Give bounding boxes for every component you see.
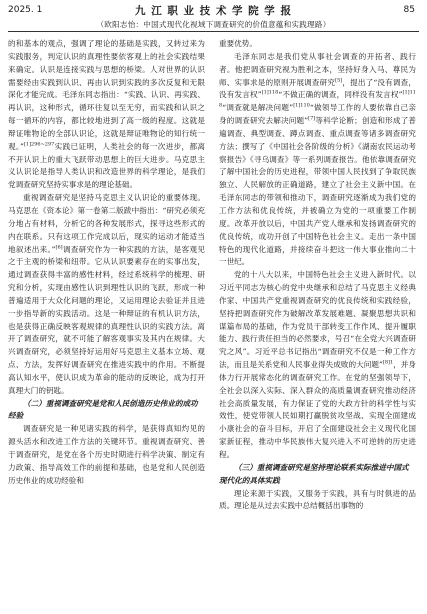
- journal-title: 九 江 职 业 技 术 学 院 学 报: [135, 5, 292, 17]
- body-paragraph: 重视调查研究是坚持马克思主义认识论的重要体现。马克思在《资本论》第一卷第二版跋中指出：“研究必须充分地占有材料，分析它的各种发展形式，探寻这些形式的内在联系。只有这项工作完成以后，现实的运动才能适当地叙述出来。”[6]调查研究作为一种实践的方法，是客观见之于主观的桥梁和纽带。它从认识要素存在的实事出发，通过调查获得丰富的感性材料，经过系统科学的梳理、研究和分析，实现由感性认识到理性认识的飞跃，形成一种普遍适用于大众化问题的理论，又运用理论去验证并且进一步指导新的实践活动。这是一种辩证的有机认识方法，也是获得正确反映客观规律的真理性认识的实践方法。离开了调查研究，就不可能了解客观事实及其内在规律。大兴调查研究，必须坚持好运用好马克思主义基本立场、观点、方法，发挥好调查研究在推进实践中的作用。不断提高认知水平，使认识成为革命的能动的反映论，成为打开真理大门的钥匙。: [8, 193, 205, 395]
- right-column: [219, 38, 416, 608]
- issue-year: 2025. 1: [8, 5, 43, 15]
- section-heading: （三）重视调查研究是坚持理论联系实际推进中国式现代化的具体实践: [219, 462, 409, 485]
- citation: [5]: [335, 77, 343, 83]
- page-header: [0, 0, 427, 34]
- header-rule: [8, 31, 419, 32]
- citation: [6]: [55, 243, 63, 250]
- body-paragraph: 调查研究是一种见诸实践的科学，是获得真知灼见的源头活水和改进工作方法的关键环节。重视调查研究、善于调查研究，是党在各个历史时期进行科学决策、制定有力政策、指导高效工作的前提和基础，也是党和人民创造历史伟业的成功经验和: [8, 424, 205, 485]
- citation: [1]118: [219, 89, 416, 109]
- left-column: [8, 38, 205, 608]
- body-paragraph: 党的十八大以来，中国特色社会主义进入新时代。以习近平同志为核心的党中央继承和总结了马克思主义经典作家、中国共产党重视调查研究的优良传统和实践经验，坚持把调查研究作为破解改革发展难题、凝聚思想共识和谋篇布局的基础，作为党员干部转变工作作风、提升履职能力、践行责任担当的必然要求，号召“在全党大兴调查研究之风”。习近平总书记指出“调查研究不仅是一种工作方法，而且是关系党和人民事业得失成败的大问题”$^{[8]1}$，并身体力行开展常态化的调查研究工作。在党的坚强领导下，全社会以深入实际、深入群众的高质量调查研究推动经济社会高质量发展，有力保证了党的大政方针的科学性与实效性，使党带领人民如期打赢脱贫攻坚战、实现全面建成小康社会的奋斗目标，开启了全面建设社会主义现代化国家新征程，推动中华民族伟大复兴进入不可逆转的历史进程。: [219, 270, 416, 459]
- section-heading: （二）重视调查研究是党和人民创造历史伟业的成功经验: [8, 398, 198, 421]
- citation: [7]: [308, 115, 316, 122]
- citation: [1]296~297: [23, 141, 55, 148]
- citation: [8]1: [382, 359, 394, 366]
- citation: [1]118: [261, 89, 279, 96]
- body-paragraph: 的和基本的观点，强调了理论的基础是实践，又转过来为实践服务，判定认识的真理性要依客观上的社会实践结果来确定。认识是连接实践与思想的桥梁。人对世界的认识需要经由实践到认识、再由认识到实践的多次反复和无限深化才能完成。毛泽东同志指出：“实践、认识、再实践、再认识，这种形式，循环往复以至无穷，而实践和认识之每一循环的内容，都比较地进到了高一级的程度。这就是辩证唯物论的全部认识论，这就是辩证唯物论的知行统一观。”$^{[1]296\sim 297}$实践已证明，人类社会的每一次进步，都离不开认识上的重大飞跃带动思想上的巨大进步。马克思主义认识论是指导人类认识和改造世界的科学理论，是我们党调查研究坚持实事求是的理论基础。: [8, 39, 205, 190]
- page-number: 85: [403, 5, 415, 15]
- running-title: （欧阳志怡：中国式现代化视域下调查研究的价值意蕴和实践理路）: [96, 20, 331, 29]
- body-paragraph: 重要优势。: [219, 39, 257, 48]
- citation: [1]110: [293, 102, 310, 109]
- body-paragraph: 毛泽东同志是我们党从事社会调查的开拓者、践行者。他把调查研究视为胜利之本，坚持好身入马、尊民为师、实事求是的原则开展调查研究[5]，提出了“没有调查，没有发言权”$^{[1]118}$“不做正确的调查，同样没有发言权”$^{[1]118}$“调查就是解决问题”$^{[1]110}$“做领导工作的人要依靠自己亲身的调查研究去解决问题”[7]等科学论断；创造和形成了普遍调查、典型调查、蹲点调查、重点调查等诸多调查研究方法；撰写了《中国社会各阶级的分析》《湖南农民运动考察报告》《寻乌调查》等一系列调查报告。他依靠调查研究了解中国社会的历史进程，带领中国人民找到了争取民族独立、人民解放的正确道路，建立了社会主义新中国。在毛泽东同志的带领和推动下，调查研究逐渐成为我们党的工作方法和优良传统，并被确立为党的一项重要工作制度。改革开放以后，中国共产党人继承和发扬调查研究的优良传统，成功开创了中国特色社会主义。走出一条中国特色的现代化道路，并接续奋斗把这一伟大事业推向二十一世纪。: [219, 51, 416, 267]
- body-paragraph: 理论来源于实践，又服务于实践，具有与时俱进的品质。理论是从过去实践中总结概括出事物的: [219, 488, 416, 511]
